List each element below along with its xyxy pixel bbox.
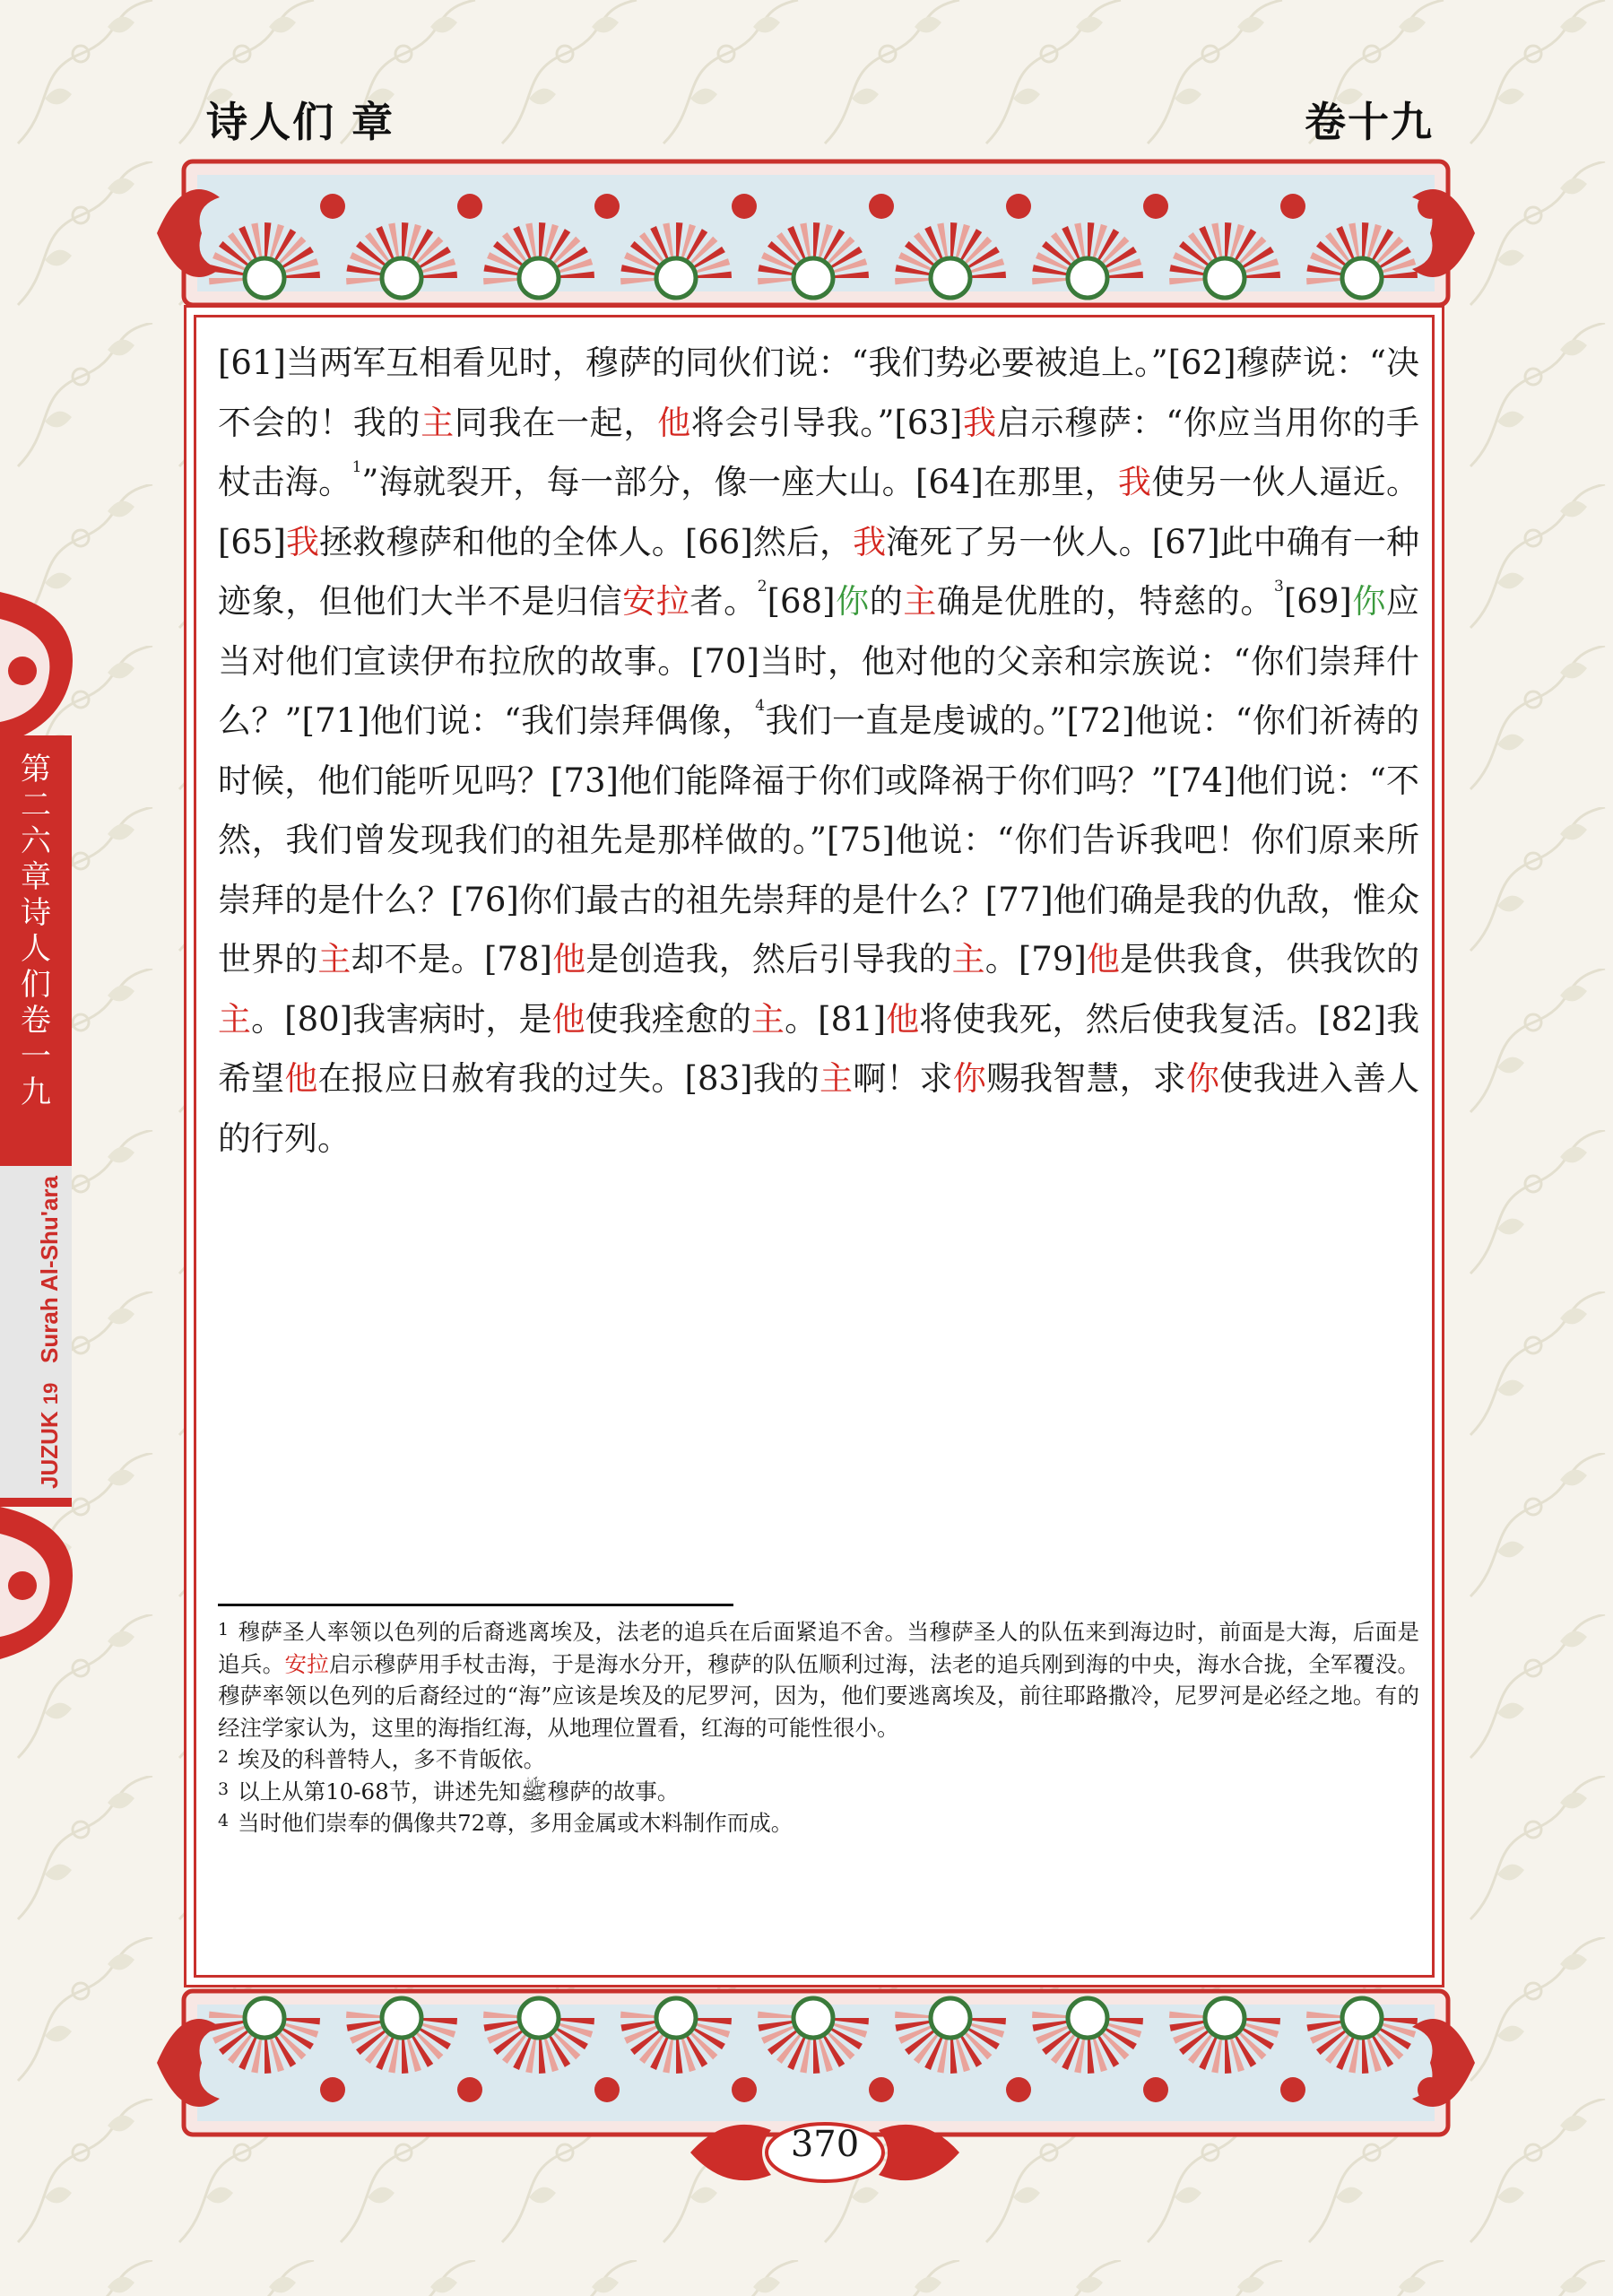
highlight-red: 主: [317, 940, 351, 978]
text-run: 启示穆萨用手杖击海，于是海水分开，穆萨的队伍顺利过海，法老的追兵刚到海的中央，海水合拢，全军覆没。穆萨率领以色列的后裔经过的“海”应该是埃及的尼罗河，因为，他们要逃离埃及，前往耶路撒冷，尼罗河是必经之地。有的经注学家认为，这里的海指红海，从地理位置看，红海的可能性很小。: [218, 1650, 1420, 1741]
highlight-red: 他: [886, 999, 920, 1039]
highlight-red: 我: [1117, 463, 1152, 501]
footnotes: [218, 1616, 1419, 1839]
text-run: 埃及的科普特人，多不肯皈依。: [238, 1746, 546, 1772]
footnote-divider: [218, 1604, 733, 1606]
footnote-item: [218, 1776, 1419, 1808]
highlight-red: 我: [853, 522, 887, 561]
text-run: 我们一直是虔诚的。”[72]他说：“你们祈祷的时候，他们能听见吗？[73]他们能降福于你们或降祸于你们吗？”[74]他们说：“不然，我们曾发现我们的祖先是那样做的。”[75]他说：“你们告诉我吧！你们原来所崇拜的是什么？[76]你们最古的祖先崇拜的是什么？[77]他们确是我的仇敌，惟众世界的: [218, 701, 1419, 978]
footnote-ref: 1: [351, 458, 362, 476]
footnote-item: [218, 1744, 1419, 1776]
text-run: 使我进入善人的行列。: [218, 1059, 1420, 1158]
rosette-center: [1068, 258, 1107, 298]
highlight-red: 安拉: [622, 582, 690, 621]
rosette-center: [1342, 1998, 1382, 2038]
rosette-center: [519, 258, 559, 298]
highlight-red: 你: [1186, 1059, 1220, 1098]
highlight-red: 主: [218, 999, 252, 1039]
text-run: [69]: [1283, 582, 1352, 621]
small-flower: [1143, 2077, 1168, 2102]
text-run: [68]: [767, 582, 836, 621]
text-run: 将会引导我。”[63]: [690, 403, 963, 442]
small-flower: [320, 194, 345, 219]
highlight-red: 主: [820, 1059, 854, 1098]
small-flower: [457, 2077, 482, 2102]
small-flower: [594, 2077, 620, 2102]
highlight-red: 他: [1086, 940, 1121, 978]
text-run: 当时他们崇奉的偶像共72尊，多用金属或木料制作而成。: [238, 1810, 793, 1836]
rosette-center: [245, 1998, 284, 2038]
footnote-item: [218, 1616, 1419, 1744]
highlight-red: 主: [951, 940, 985, 978]
highlight-green: 你: [835, 582, 870, 621]
small-flower: [1006, 194, 1031, 219]
rosette-center: [931, 1998, 970, 2038]
running-head-juz: 卷十九: [1305, 98, 1434, 146]
rosette-center: [382, 1998, 421, 2038]
small-flower: [1006, 2077, 1031, 2102]
rosette-center: [1205, 258, 1244, 298]
footnote-number: 3: [218, 1779, 230, 1799]
highlight-red: 他: [551, 940, 586, 978]
footnote-ref: 3: [1274, 578, 1284, 596]
footnote-ref: 2: [757, 578, 767, 596]
text-run: 同我在一起，: [454, 403, 658, 442]
small-flower: [457, 194, 482, 219]
rosette-center: [1205, 1998, 1244, 2038]
small-flower: [1280, 2077, 1305, 2102]
text-run: 拯救穆萨和他的全体人。[66]然后，: [319, 522, 854, 561]
rosette-center: [1342, 258, 1382, 298]
text-run: 。[79]: [984, 940, 1087, 978]
text-run: 确是优胜的，特慈的。: [936, 582, 1275, 621]
text-run: ”海就裂开，每一部分，像一座大山。[64]在那里，: [361, 463, 1118, 501]
text-run: 使另一伙人逼近。[65]: [218, 463, 1420, 561]
small-flower: [1280, 194, 1305, 219]
highlight-red: 他: [551, 999, 585, 1039]
text-run: 使我痊愈的: [585, 999, 751, 1039]
footnote-item: [218, 1807, 1419, 1839]
highlight-green: 你: [1351, 582, 1387, 621]
rosette-center: [382, 258, 421, 298]
running-head-chapter: 诗人们 章: [206, 98, 395, 146]
rosette-center: [793, 258, 833, 298]
text-run: 赐我智慧，求: [985, 1059, 1186, 1098]
footnote-number: 2: [218, 1747, 230, 1767]
text-run: 是供我食，供我饮的: [1120, 940, 1420, 978]
text-run: 是创造我，然后引导我的: [585, 940, 952, 978]
small-flower: [320, 2077, 345, 2102]
text-run: 啊！求: [853, 1059, 953, 1098]
rosette-center: [519, 1998, 559, 2038]
rosette-center: [245, 258, 284, 298]
small-flower: [594, 194, 620, 219]
rosette-center: [1068, 1998, 1107, 2038]
side-tab-chinese: 第二六章 诗人们 卷一九: [21, 752, 51, 1110]
highlight-red: 我: [285, 522, 320, 561]
text-run: 启示穆萨：“你应当用你的手杖击海。: [218, 403, 1420, 501]
page-number: 370: [790, 2124, 860, 2165]
text-run: 在报应日赦宥我的过失。[83]我的: [317, 1059, 820, 1098]
rosette-center: [793, 1998, 833, 2038]
highlight-red: 安拉: [284, 1650, 330, 1677]
surah-name: Surah Al-Shu'ara: [36, 1176, 63, 1363]
highlight-red: 主: [903, 582, 937, 621]
footnote-ref: 4: [755, 697, 766, 715]
small-flower: [1143, 194, 1168, 219]
text-run: 。[80]我害病时，是: [251, 999, 552, 1039]
highlight-red: 我: [962, 403, 997, 442]
text-run: 将使我死，然后使我复活。[82]我希望: [218, 999, 1420, 1098]
text-run: 淹死了另一伙人。[67]此中确有一种迹象，但他们大半不是归信: [218, 522, 1420, 621]
highlight-red: 你: [952, 1059, 986, 1098]
text-run: 。[81]: [785, 999, 887, 1039]
rosette-center: [656, 258, 696, 298]
footnote-number: 1: [218, 1620, 230, 1639]
small-flower: [869, 2077, 894, 2102]
text-run: 以上从第10-68节，讲述先知ﷺ穆萨的故事。: [238, 1778, 680, 1805]
side-tab-ornament-bottom: [0, 1507, 85, 1659]
juzuk-number: 19: [39, 1382, 62, 1405]
side-tab-ornament-top: [0, 592, 85, 744]
top-ornament-band: [157, 144, 1475, 323]
highlight-red: 主: [751, 999, 785, 1039]
text-run: 的: [869, 582, 904, 621]
text-run: 者。: [689, 582, 758, 621]
verse-body-text: [218, 334, 1419, 1169]
rosette-center: [931, 258, 970, 298]
highlight-red: 他: [657, 403, 691, 442]
small-flower: [732, 194, 757, 219]
juzuk-label: JUZUK: [36, 1411, 63, 1489]
text-run: 却不是。[78]: [351, 940, 552, 978]
highlight-red: 他: [284, 1059, 318, 1098]
text-run: 应当对他们宣读伊布拉欣的故事。[70]当时，他对他的父亲和宗族说：“你们崇拜什么？”[71]他们说：“我们崇拜偶像，: [218, 582, 1420, 740]
text-run: 穆萨圣人率领以色列的后裔逃离埃及，法老的追兵在后面紧追不舍。当穆萨圣人的队伍来到海边时，前面是大海，后面是追兵。: [218, 1619, 1419, 1677]
small-flower: [732, 2077, 757, 2102]
rosette-center: [656, 1998, 696, 2038]
footnote-number: 4: [218, 1811, 230, 1831]
highlight-red: 主: [421, 403, 455, 442]
text-run: [61]当两军互相看见时，穆萨的同伙们说：“我们势必要被追上。”[62]穆萨说：“决不会的！我的: [218, 344, 1419, 442]
side-tab-english: [36, 1176, 64, 1489]
small-flower: [869, 194, 894, 219]
